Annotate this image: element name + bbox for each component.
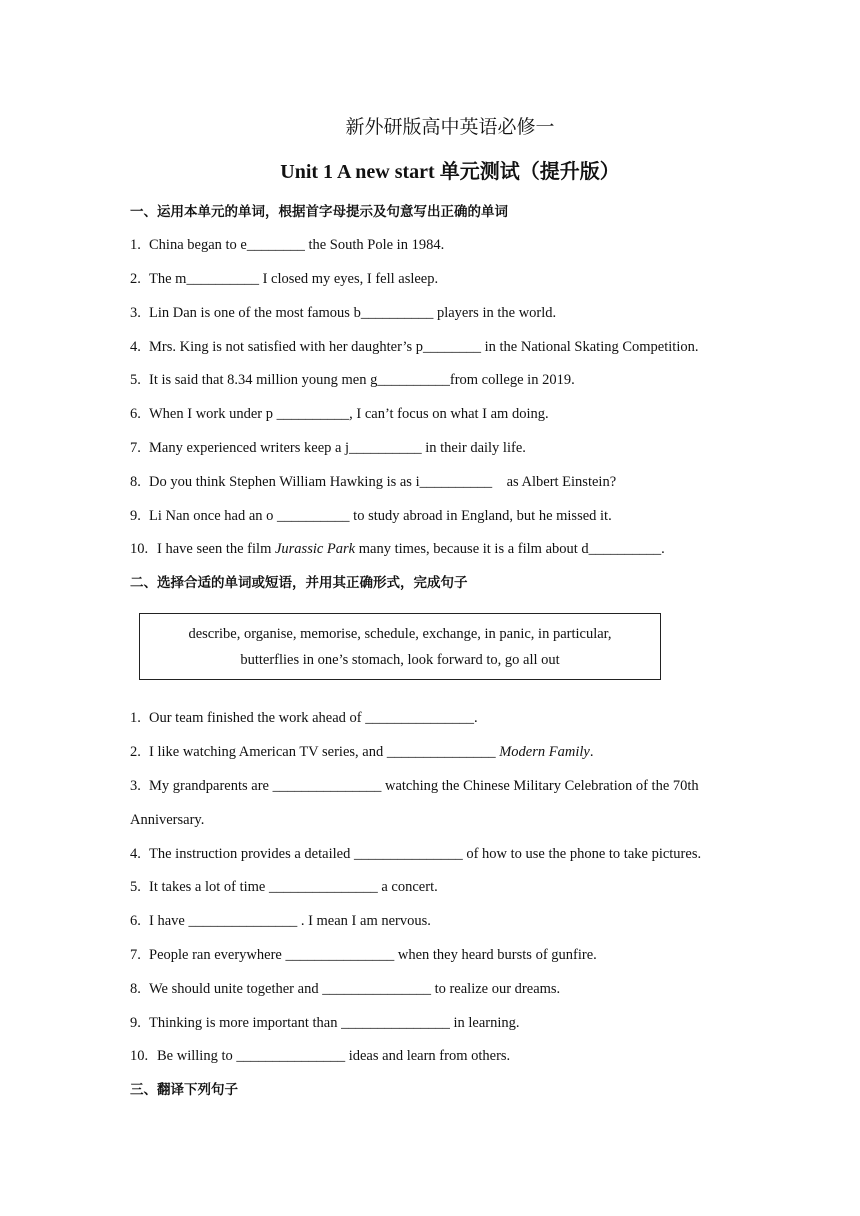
item-text: Thinking is more important than _______________ in learning.	[149, 1015, 520, 1031]
item-number: 8.	[130, 474, 141, 490]
item-number: 6.	[130, 406, 141, 422]
item-number: 4.	[130, 339, 141, 355]
exercise-item	[130, 370, 575, 390]
exercise-item	[130, 337, 698, 357]
item-text: We should unite together and _______________ to realize our dreams.	[149, 981, 561, 997]
item-number: 10.	[130, 541, 149, 557]
item-text-pre: I like watching American TV series, and _______________	[149, 744, 500, 760]
exercise-item	[130, 1046, 510, 1066]
word-bank-box	[139, 613, 661, 680]
item-continuation: Anniversary.	[130, 812, 205, 828]
item-text: Be willing to _______________ ideas and learn from others.	[157, 1048, 511, 1064]
section-heading-3: 三、翻译下列句子	[130, 1082, 238, 1098]
item-number: 6.	[130, 913, 141, 929]
item-text: Our team finished the work ahead of _______________.	[149, 710, 478, 726]
exercise-item	[130, 979, 560, 999]
exercise-item	[130, 742, 593, 762]
exercise-item	[130, 708, 478, 728]
item-text: It takes a lot of time _______________ a concert.	[149, 879, 438, 895]
item-text: I have _______________ . I mean I am nervous.	[149, 913, 431, 929]
item-number: 8.	[130, 981, 141, 997]
item-text: Mrs. King is not satisfied with her daughter’s p________ in the National Skating Competition.	[149, 339, 699, 355]
exercise-item	[130, 877, 438, 897]
exercise-item	[130, 911, 431, 931]
item-number: 9.	[130, 508, 141, 524]
exercise-item	[130, 776, 699, 796]
item-number: 7.	[130, 440, 141, 456]
section-heading-2: 二、选择合适的单词或短语，并用其正确形式，完成句子	[130, 575, 468, 591]
exercise-item	[130, 539, 665, 559]
item-text: Do you think Stephen William Hawking is as i__________ as Albert Einstein?	[149, 474, 617, 490]
exercise-item	[130, 438, 526, 458]
item-text: People ran everywhere _______________ when they heard bursts of gunfire.	[149, 947, 597, 963]
document-title: 新外研版高中英语必修一	[345, 116, 555, 138]
item-text: The instruction provides a detailed _______________ of how to use the phone to take pictures.	[149, 846, 702, 862]
document-subtitle: Unit 1 A new start 单元测试（提升版）	[280, 161, 620, 183]
item-number: 5.	[130, 879, 141, 895]
exercise-item	[130, 404, 549, 424]
item-text: My grandparents are _______________ watching the Chinese Military Celebration of the 70th	[149, 778, 699, 794]
item-number: 1.	[130, 710, 141, 726]
item-text: Many experienced writers keep a j__________ in their daily life.	[149, 440, 526, 456]
item-number: 1.	[130, 237, 141, 253]
item-text: Li Nan once had an o __________ to study abroad in England, but he missed it.	[149, 508, 612, 524]
exercise-item	[130, 844, 701, 864]
item-text: When I work under p __________, I can’t focus on what I am doing.	[149, 406, 549, 422]
item-number: 2.	[130, 744, 141, 760]
exercise-item	[130, 945, 597, 965]
exercise-item	[130, 269, 438, 289]
item-text-post: .	[589, 744, 594, 760]
word-bank-line: describe, organise, memorise, schedule, exchange, in panic, in particular,	[188, 626, 612, 642]
exercise-item	[130, 1013, 520, 1033]
exercise-item	[130, 235, 444, 255]
item-number: 3.	[130, 778, 141, 794]
section-heading-1: 一、运用本单元的单词，根据首字母提示及句意写出正确的单词	[130, 204, 508, 220]
item-number: 3.	[130, 305, 141, 321]
item-text: Lin Dan is one of the most famous b__________ players in the world.	[149, 305, 557, 321]
item-number: 7.	[130, 947, 141, 963]
exercise-item	[130, 506, 612, 526]
item-text: China began to e________ the South Pole in 1984.	[149, 237, 445, 253]
item-text-pre: I have seen the film	[157, 541, 275, 557]
word-bank-line: butterflies in one’s stomach, look forward to, go all out	[240, 652, 560, 668]
item-text: The m__________ I closed my eyes, I fell asleep.	[149, 271, 439, 287]
exercise-item	[130, 303, 556, 323]
item-number: 9.	[130, 1015, 141, 1031]
item-number: 5.	[130, 372, 141, 388]
tv-series-title: Modern Family	[499, 744, 590, 760]
film-title: Jurassic Park	[274, 541, 356, 557]
item-text: It is said that 8.34 million young men g__________from college in 2019.	[149, 372, 575, 388]
item-text-post: many times, because it is a film about d__________.	[355, 541, 665, 557]
item-number: 4.	[130, 846, 141, 862]
exercise-item	[130, 472, 616, 492]
item-number: 2.	[130, 271, 141, 287]
item-number: 10.	[130, 1048, 149, 1064]
